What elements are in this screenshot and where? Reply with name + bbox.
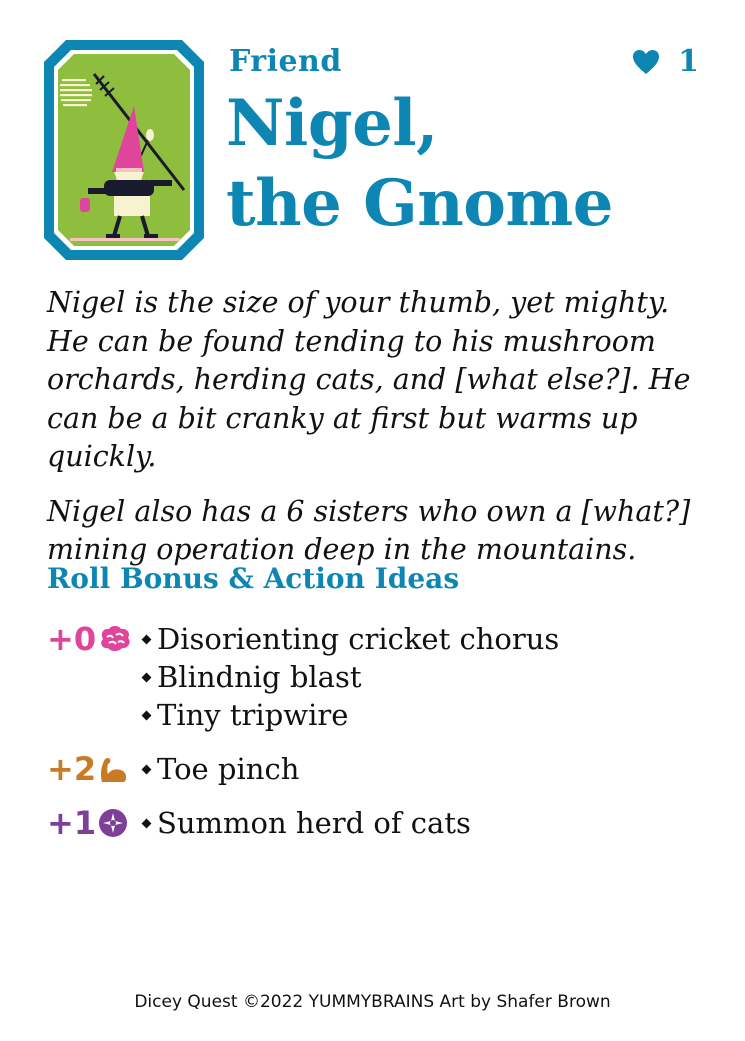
bonus-number: +2: [47, 750, 97, 788]
diamond-bullet-icon: [142, 634, 152, 644]
bonus-value: [47, 750, 137, 788]
action-list: [137, 804, 471, 842]
description-paragraph: Nigel is the size of your thumb, yet mighty. He can be found tending to his mushroom orchards, herding cats, and [what else?]. He can be a bit cranky at first but warms up quickly.: [47, 286, 691, 473]
card-count: [632, 44, 699, 79]
sparkle-orb-icon: [98, 808, 128, 838]
diamond-bullet-icon: [142, 764, 152, 774]
card-description: [47, 284, 707, 586]
card-footer: Dicey Quest ©2022 YUMMYBRAINS Art by Shafer Brown: [134, 992, 611, 1012]
title-line-1: Nigel,: [226, 86, 438, 161]
action-list: [137, 750, 299, 788]
bonus-row-strength: [47, 750, 299, 788]
action-item: Blindnig blast: [137, 658, 559, 696]
action-item: Tiny tripwire: [137, 696, 559, 734]
heart-icon: [632, 49, 660, 75]
description-paragraph: Nigel also has a 6 sisters who own a [what?] mining operation deep in the mountains.: [47, 494, 691, 566]
title-line-2: the Gnome: [226, 166, 613, 241]
flexed-arm-icon: [98, 755, 128, 783]
diamond-bullet-icon: [142, 710, 152, 720]
brain-icon: [98, 625, 132, 653]
action-list: [137, 620, 559, 734]
bonus-number: +1: [47, 804, 97, 842]
card-category: Friend: [229, 44, 342, 79]
diamond-bullet-icon: [142, 672, 152, 682]
bonus-row-brain: [47, 620, 559, 734]
bonus-value: [47, 804, 137, 842]
diamond-bullet-icon: [142, 818, 152, 828]
bonus-value: [47, 620, 137, 658]
count-value: 1: [678, 44, 699, 79]
section-title: Roll Bonus & Action Ideas: [47, 562, 460, 595]
action-item: Disorienting cricket chorus: [137, 620, 559, 658]
action-item: Toe pinch: [137, 750, 299, 788]
bonus-row-magic: [47, 804, 471, 842]
character-portrait: [44, 40, 204, 260]
action-item: Summon herd of cats: [137, 804, 471, 842]
bonus-number: +0: [47, 620, 97, 658]
card-title: [226, 84, 613, 244]
